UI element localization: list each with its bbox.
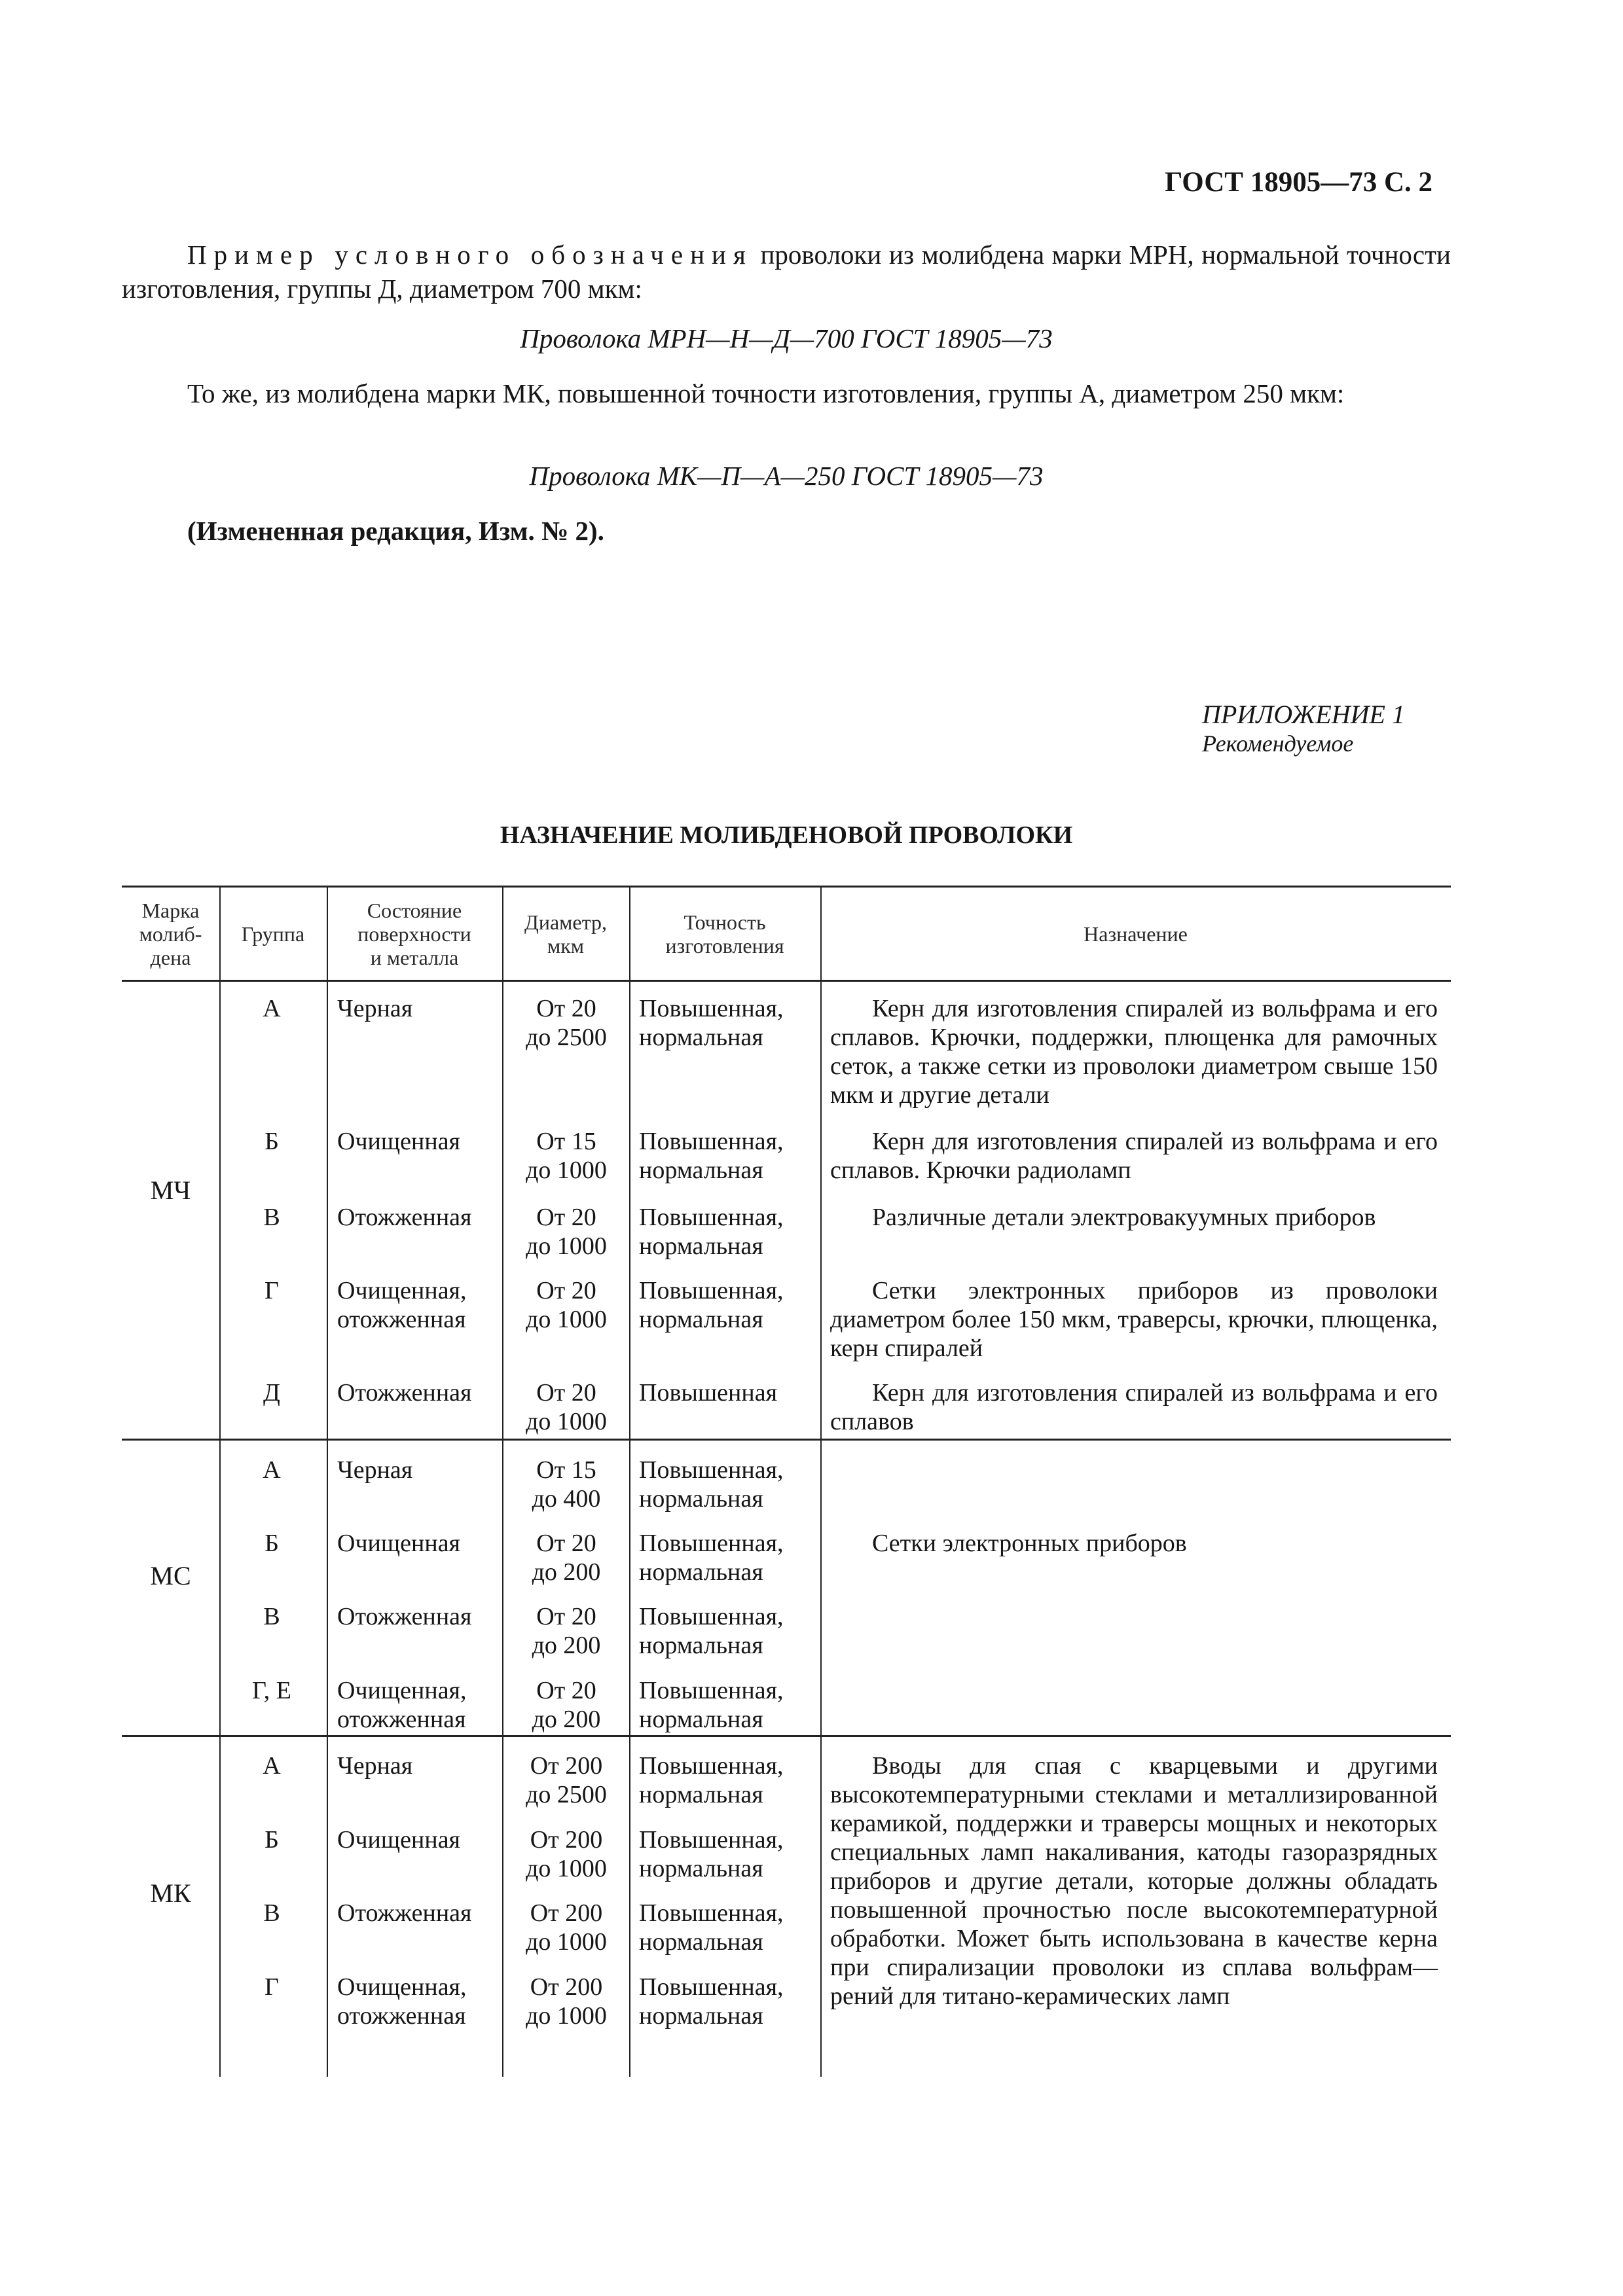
brand-mk: МК — [150, 1878, 191, 1908]
group-separator-rule — [122, 1439, 1451, 1441]
second-example-paragraph: То же, из молибдена марки МК, повышенной точности изготовления, группы А, диаметром 250 мкм: — [187, 378, 1345, 408]
designation-example-1: Проволока МРН—Н—Д—700 ГОСТ 18905—73 — [520, 323, 1053, 353]
table-title: НАЗНАЧЕНИЕ МОЛИБДЕНОВОЙ ПРОВОЛОКИ — [500, 821, 1073, 849]
designation-example-2: Проволока МК—П—А—250 ГОСТ 18905—73 — [529, 461, 1044, 491]
column-rule — [820, 886, 822, 2077]
spaced-term: Пример условного обозначения — [187, 240, 753, 270]
appendix-subtitle: Рекомендуемое — [1202, 730, 1354, 757]
appendix-title: ПРИЛОЖЕНИЕ 1 — [1202, 700, 1405, 729]
group-separator-rule — [122, 1735, 1451, 1737]
brand-ms: МС — [150, 1561, 191, 1590]
header-state: Состояние поверхности и металла — [357, 899, 471, 969]
brand-mch: МЧ — [150, 1175, 191, 1205]
page-header: ГОСТ 18905—73 С. 2 — [1164, 167, 1432, 198]
header-diameter: Диаметр, мкм — [524, 910, 607, 958]
table-top-rule — [122, 886, 1451, 888]
header-purpose: Назначение — [1084, 922, 1188, 946]
header-accuracy: Точность изготовления — [665, 910, 784, 958]
header-group: Группа — [241, 922, 305, 946]
example-paragraph — [122, 238, 1451, 306]
header-mark: Марка молиб- дена — [139, 899, 202, 969]
example-paragraph-text: проволоки из молибдена марки МРН, нормальной точности изготовления, группы Д, диаметром 700 мкм: — [122, 240, 1451, 304]
column-rule — [629, 886, 630, 2077]
column-rule — [502, 886, 503, 2077]
column-rule — [327, 886, 328, 2077]
header-bottom-rule — [122, 980, 1451, 982]
amendment-note: (Измененная редакция, Изм. № 2). — [187, 516, 604, 546]
